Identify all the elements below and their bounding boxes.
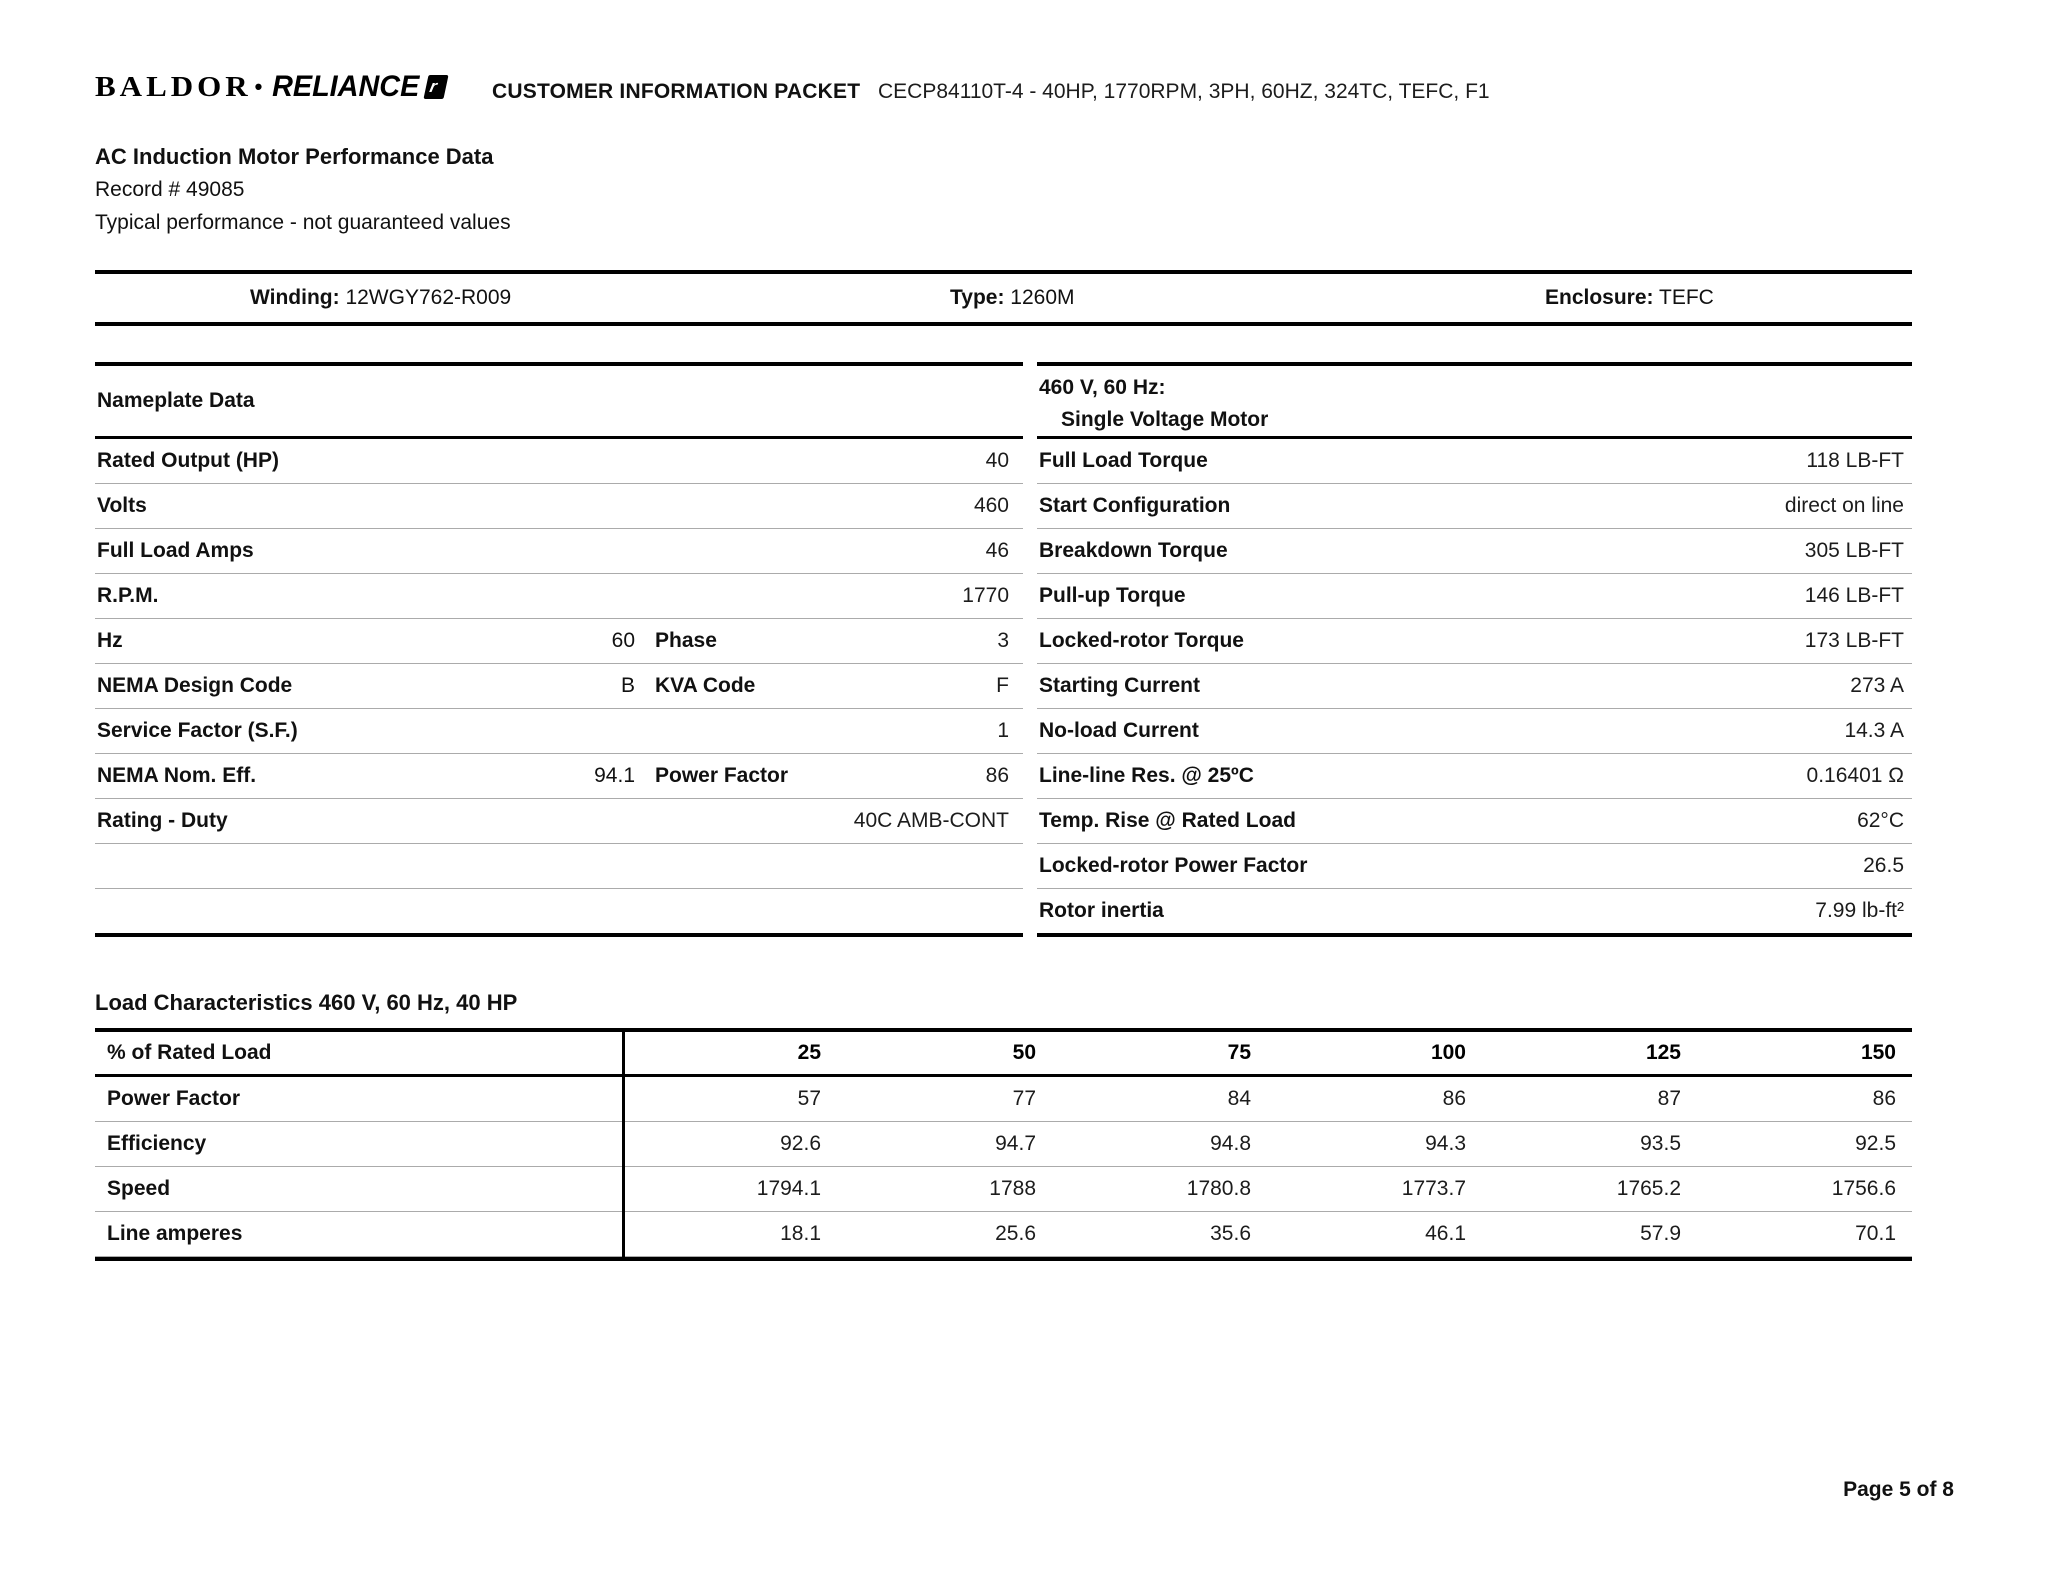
nameplate-table [95,362,1023,937]
table-row: R.P.M. 1770 [95,574,1023,619]
logo-reliance-text: RELIANCE [272,70,420,103]
voltage-table [1037,362,1912,937]
table-row: Pull-up Torque 146 LB-FT [1037,574,1912,619]
type-field [950,274,1075,322]
table-row: Service Factor (S.F.) 1 [95,709,1023,754]
table-row: Full Load Amps 46 [95,529,1023,574]
logo-dot-icon: • [254,74,263,99]
table-row [95,889,1023,933]
table-row: NEMA Nom. Eff. 94.1 Power Factor 86 [95,754,1023,799]
type-value: 1260M [1010,286,1075,309]
table-row: Locked-rotor Torque 173 LB-FT [1037,619,1912,664]
winding-bar [95,270,1912,326]
table-row: Rating - Duty 40C AMB-CONT [95,799,1023,844]
table-row: Starting Current 273 A [1037,664,1912,709]
table-row: Speed 1794.1 1788 1780.8 1773.7 1765.2 1756.6 [95,1167,1912,1212]
load-characteristics-title: Load Characteristics 460 V, 60 Hz, 40 HP [95,990,518,1015]
winding-value: 12WGY762-R009 [345,286,512,309]
baldor-reliance-logo [95,68,446,106]
catalog-number-line: CECP84110T-4 - 40HP, 1770RPM, 3PH, 60HZ, 324TC, TEFC, F1 [878,80,1490,103]
table-row: Power Factor 57 77 84 86 87 86 [95,1077,1912,1122]
table-row [95,844,1023,889]
record-number: Record # 49085 [95,178,245,201]
load-table-column-divider [622,1032,625,1257]
load-characteristics-table [95,1028,1912,1261]
logo-baldor-text: BALDOR [95,70,252,103]
table-row: No-load Current 14.3 A [1037,709,1912,754]
nameplate-title: Nameplate Data [97,389,255,412]
performance-note: Typical performance - not guaranteed values [95,211,511,234]
winding-label: Winding: [250,286,340,309]
voltage-header [1037,366,1912,439]
table-row: Volts 460 [95,484,1023,529]
packet-title: CUSTOMER INFORMATION PACKET [492,80,861,103]
table-row: Rotor inertia 7.99 lb-ft² [1039,899,1904,922]
voltage-title-line2: Single Voltage Motor [1061,408,1269,431]
table-row: Temp. Rise @ Rated Load 62°C [1037,799,1912,844]
page-number: Page 5 of 8 [1843,1478,1954,1501]
voltage-title-line1: 460 V, 60 Hz: [1039,376,1166,399]
table-row: Efficiency 92.6 94.7 94.8 94.3 93.5 92.5 [95,1122,1912,1167]
enclosure-field [1545,274,1714,322]
table-row: Start Configuration direct on line [1037,484,1912,529]
page-title: AC Induction Motor Performance Data [95,144,494,169]
type-label: Type: [950,286,1005,309]
load-header-label: % of Rated Load [107,1041,272,1064]
table-row: Line amperes 18.1 25.6 35.6 46.1 57.9 70.1 [95,1212,1912,1257]
nameplate-header [95,366,1023,439]
table-row: Rated Output (HP) 40 [95,439,1023,484]
winding-field [250,274,511,322]
reliance-r-mark-icon: r [423,75,448,99]
table-row: Locked-rotor Power Factor 26.5 [1037,844,1912,889]
table-row: Line-line Res. @ 25ºC 0.16401 Ω [1037,754,1912,799]
table-row: NEMA Design Code B KVA Code F [95,664,1023,709]
enclosure-label: Enclosure: [1545,286,1654,309]
table-row: Breakdown Torque 305 LB-FT [1037,529,1912,574]
enclosure-value: TEFC [1659,286,1714,309]
table-row: Full Load Torque 118 LB-FT [1037,439,1912,484]
load-table-header-row: % of Rated Load 25 50 75 100 125 150 [95,1032,1912,1077]
table-row: Hz 60 Phase 3 [95,619,1023,664]
